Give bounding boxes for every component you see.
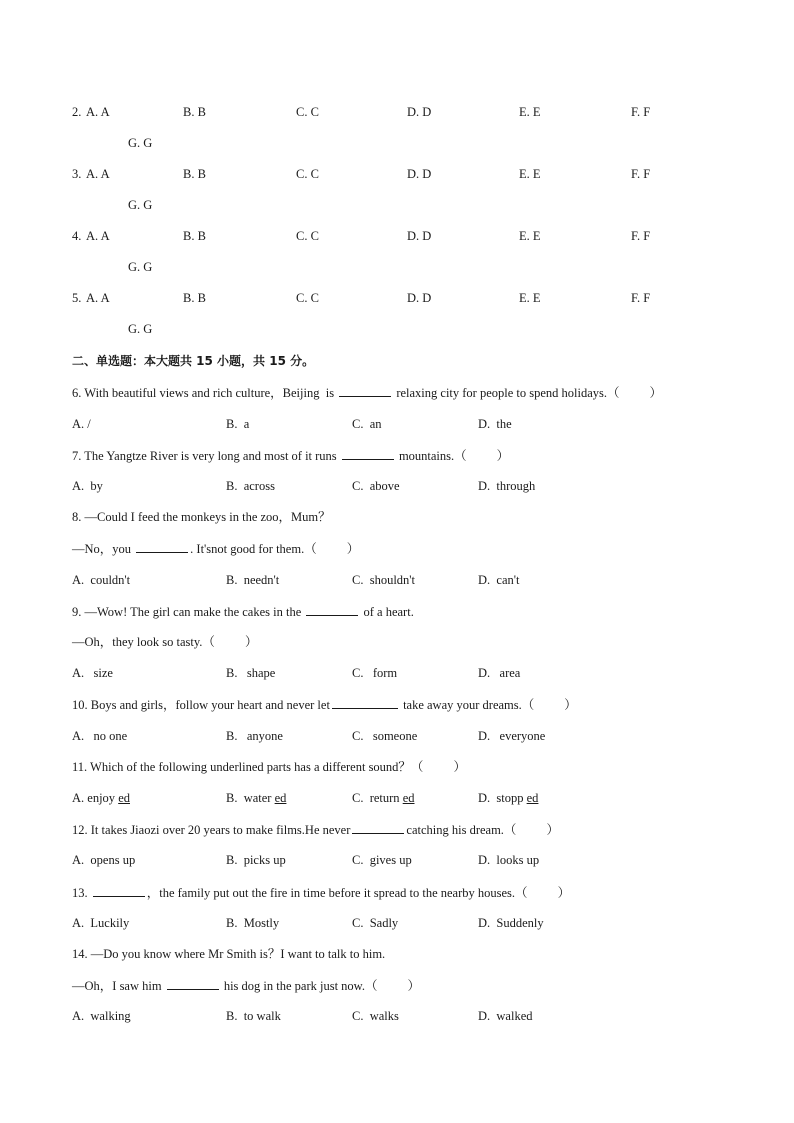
question-7-stem <box>72 447 509 464</box>
option: A. A <box>86 167 110 181</box>
answer-blank <box>167 977 219 990</box>
option-a: A. no one <box>72 729 128 743</box>
option-wrap: G. G <box>128 198 153 212</box>
stem-text: 6. With beautiful views and rich culture，Beijing is <box>72 386 338 400</box>
option-c <box>352 790 415 806</box>
option: D. D <box>407 291 432 305</box>
stem-text: catching his dream.（ <box>406 823 517 837</box>
option-word: A. enjoy <box>72 791 119 805</box>
option: A. A <box>86 291 110 305</box>
option-d: D. can't <box>478 573 520 587</box>
paren-close: ） <box>453 760 466 774</box>
question-9-stem <box>72 603 414 620</box>
question-number: 5. <box>72 291 82 305</box>
stem-text: 12. It takes Jiaozi over 20 years to make films.He never <box>72 823 351 837</box>
option: C. C <box>296 229 319 243</box>
paren-close: ） <box>244 635 258 649</box>
stem-text: ，the family put out the fire in time before it spread to the nearby houses.（ <box>146 886 528 900</box>
listening-row-3 <box>72 166 651 182</box>
option-wrap: G. G <box>128 136 153 150</box>
underlined-part: ed <box>402 791 415 805</box>
answer-blank <box>332 696 398 709</box>
question-11-stem <box>72 759 466 775</box>
stem-text: —No，you <box>72 542 135 556</box>
stem-text: his dog in the park just now.（ <box>220 979 378 993</box>
paren-close: ） <box>557 886 571 900</box>
option-a: A. walking <box>72 1009 131 1023</box>
stem-text: 10. Boys and girls，follow your heart and never let <box>72 698 330 712</box>
listening-row-2 <box>72 104 651 120</box>
stem-text: . It'snot good for them.（ <box>190 542 317 556</box>
paren-close: ） <box>564 698 577 712</box>
option-d: D. everyone <box>478 729 546 743</box>
option-b: B. anyone <box>226 729 283 743</box>
option: E. E <box>519 105 541 119</box>
stem-text: —Oh，I saw him <box>72 979 165 993</box>
option: E. E <box>519 167 541 181</box>
option: A. A <box>86 229 110 243</box>
question-9-line2 <box>72 634 257 650</box>
stem-text: 9. —Wow! The girl can make the cakes in the <box>72 605 305 619</box>
option-b <box>226 790 286 806</box>
option: F. F <box>631 291 651 305</box>
option: B. B <box>183 105 206 119</box>
paren-close: ） <box>346 542 360 556</box>
option-b: B. picks up <box>226 853 286 867</box>
stem-text: of a heart. <box>360 605 414 619</box>
listening-row-5 <box>72 290 651 306</box>
option-wrap: G. G <box>128 322 153 336</box>
option: B. B <box>183 167 206 181</box>
stem-text: relaxing city for people to spend holidays.（ <box>393 386 620 400</box>
underlined-part: ed <box>526 791 539 805</box>
answer-blank <box>93 884 145 897</box>
option-c: C. gives up <box>352 853 412 867</box>
option-c: C. above <box>352 479 400 493</box>
paren-close: ） <box>649 386 663 400</box>
option-wrap: G. G <box>128 260 153 274</box>
option-a: A. size <box>72 666 113 680</box>
stem-text: mountains.（ <box>395 449 467 463</box>
question-number: 4. <box>72 229 82 243</box>
option-d: D. Suddenly <box>478 916 544 930</box>
option-word: C. return <box>352 791 403 805</box>
option-c: C. Sadly <box>352 916 399 930</box>
option-a <box>72 790 130 806</box>
section-heading: 二、单选题：本大题共 15 小题，共 15 分。 <box>72 354 315 368</box>
option: D. D <box>407 105 432 119</box>
option-a: A. couldn't <box>72 573 131 587</box>
option-d: D. looks up <box>478 853 540 867</box>
option-b: B. a <box>226 417 250 431</box>
option-b: B. Mostly <box>226 916 280 930</box>
option-c: C. someone <box>352 729 418 743</box>
answer-blank <box>136 540 188 553</box>
option: F. F <box>631 105 651 119</box>
underlined-part: ed <box>118 791 130 805</box>
question-14-stem <box>72 977 420 994</box>
question-number: 2. <box>72 105 82 119</box>
option-b: B. needn't <box>226 573 280 587</box>
stem-text: 7. The Yangtze River is very long and most of it runs <box>72 449 340 463</box>
stem-text: take away your dreams.（ <box>399 698 535 712</box>
paren-close: ） <box>496 449 510 463</box>
underlined-part: ed <box>274 791 287 805</box>
option-b: B. across <box>226 479 275 493</box>
option-b: B. to walk <box>226 1009 281 1023</box>
option: C. C <box>296 291 319 305</box>
option: E. E <box>519 291 541 305</box>
option-d: D. through <box>478 479 536 493</box>
option: E. E <box>519 229 541 243</box>
question-8-line1: 8. —Could I feed the monkeys in the zoo，Mum？ <box>72 510 331 524</box>
option: A. A <box>86 105 110 119</box>
stem-text: —Oh，they look so tasty.（ <box>72 635 215 649</box>
option-c: C. an <box>352 417 382 431</box>
paren-close: ） <box>546 823 559 837</box>
answer-blank <box>342 447 394 460</box>
option: C. C <box>296 167 319 181</box>
option: B. B <box>183 291 206 305</box>
stem-text: 13. <box>72 886 91 900</box>
stem-text: 11. Which of the following underlined parts has a different sound？（ <box>72 760 424 774</box>
option-word: D. stopp <box>478 791 527 805</box>
option: F. F <box>631 229 651 243</box>
option-d: D. the <box>478 417 512 431</box>
option-a: A. by <box>72 479 103 493</box>
option-a: A. opens up <box>72 853 136 867</box>
option: D. D <box>407 229 432 243</box>
option-c: C. shouldn't <box>352 573 416 587</box>
question-number: 3. <box>72 167 82 181</box>
question-12-stem <box>72 821 559 838</box>
option-c: C. walks <box>352 1009 399 1023</box>
paren-close: ） <box>407 979 421 993</box>
option: C. C <box>296 105 319 119</box>
question-14-line1: 14. —Do you know where Mr Smith is？I want to talk to him. <box>72 947 386 961</box>
option-d: D. walked <box>478 1009 533 1023</box>
question-10-stem <box>72 696 577 713</box>
option-d <box>478 790 538 806</box>
option-b: B. shape <box>226 666 276 680</box>
listening-row-4 <box>72 228 651 244</box>
option: D. D <box>407 167 432 181</box>
answer-blank <box>339 384 391 397</box>
option: F. F <box>631 167 651 181</box>
question-13-stem <box>72 884 570 901</box>
option-a: A. / <box>72 417 91 431</box>
option-a: A. Luckily <box>72 916 130 930</box>
question-8-stem <box>72 540 359 557</box>
answer-blank <box>306 603 358 616</box>
option-d: D. area <box>478 666 521 680</box>
option: B. B <box>183 229 206 243</box>
answer-blank <box>352 821 404 834</box>
question-6-stem <box>72 384 662 401</box>
option-word: B. water <box>226 791 275 805</box>
option-c: C. form <box>352 666 398 680</box>
